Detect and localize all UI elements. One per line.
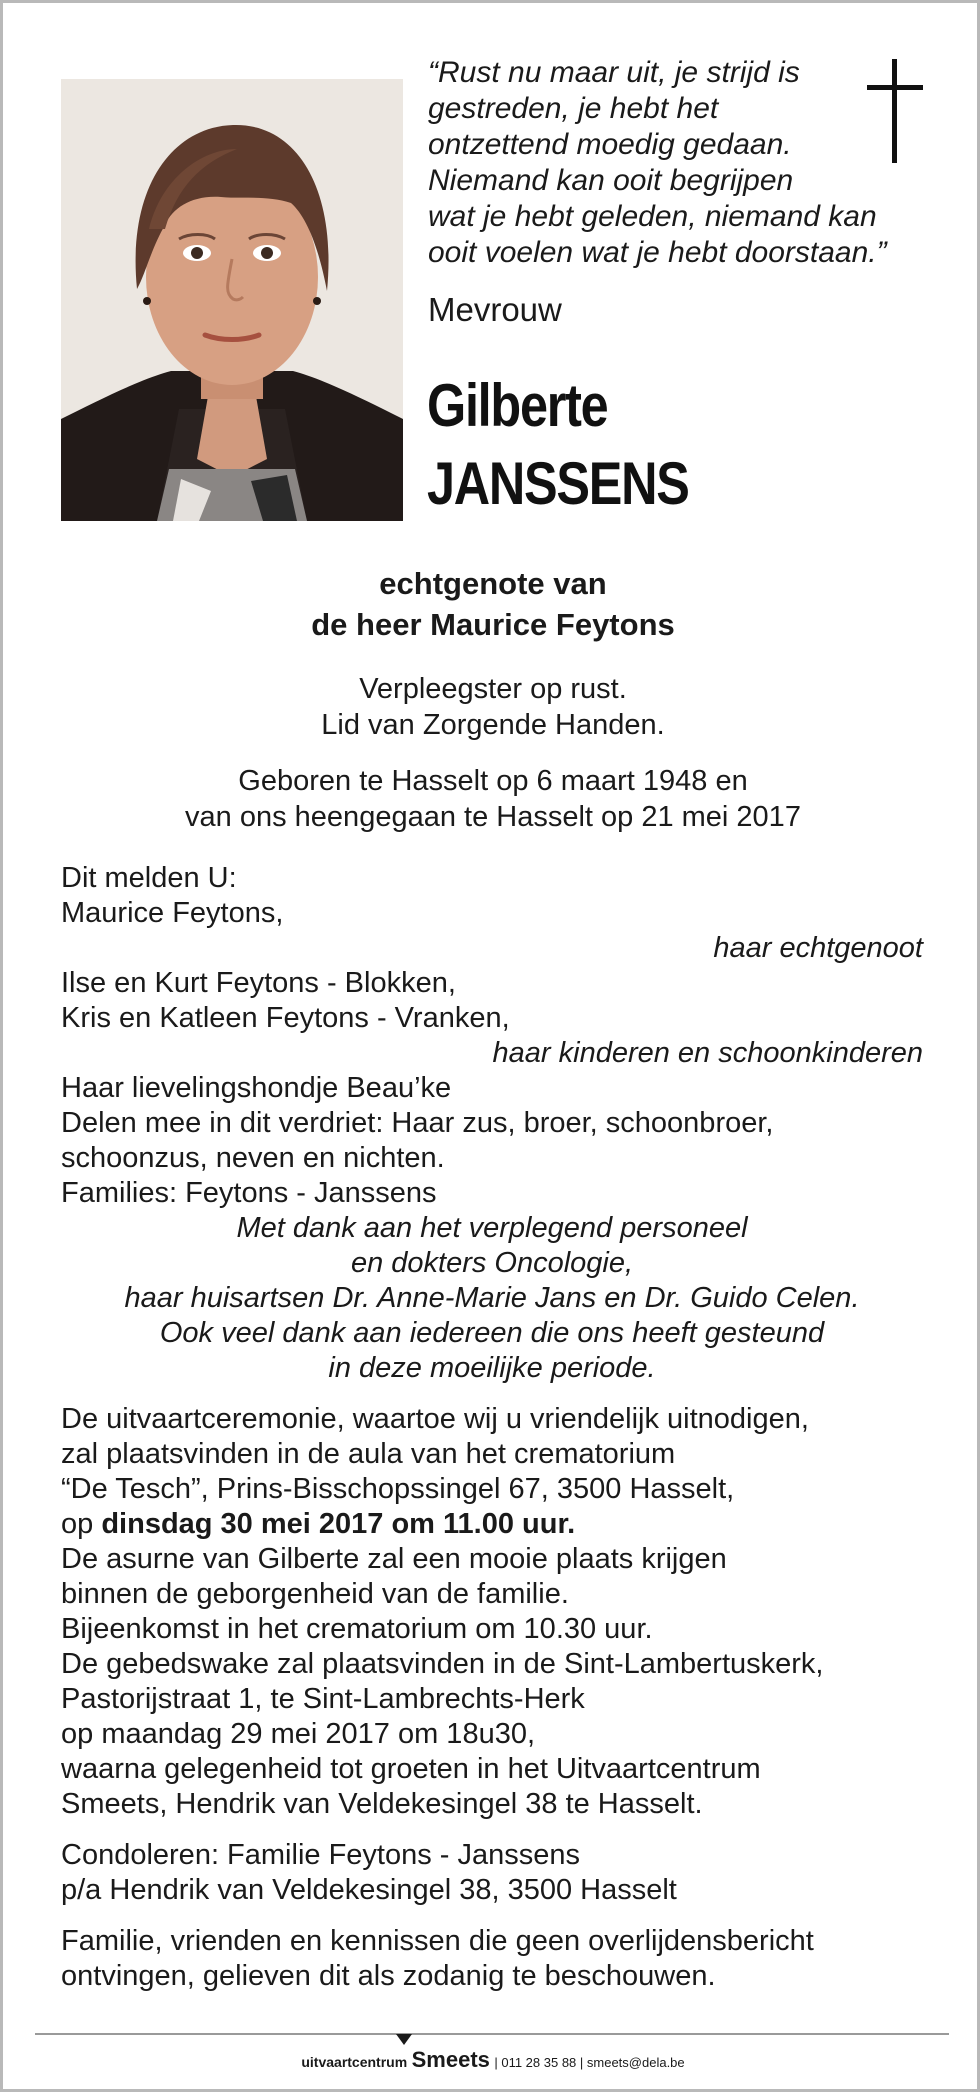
share-line: schoonzus, neven en nichten.	[61, 1142, 445, 1174]
ceremony-line: op maandag 29 mei 2017 om 18u30,	[61, 1718, 536, 1750]
thanks-line: haar huisartsen Dr. Anne-Marie Jans en Dr. Guido Celen.	[124, 1282, 860, 1314]
ceremony-date-line	[61, 1507, 923, 1542]
ceremony-line: Pastorijstraat 1, te Sint-Lambrechts-Herk	[61, 1683, 585, 1715]
footer-contact: | 011 28 35 88 | smeets@dela.be	[494, 2055, 685, 2070]
first-name: Gilberte	[427, 372, 608, 439]
death-line: van ons heengegaan te Hasselt op 21 mei 2017	[185, 801, 801, 833]
portrait-image	[61, 79, 403, 521]
dog-line: Haar lievelingshondje Beau’ke	[61, 1072, 452, 1104]
closing-line: Familie, vrienden en kennissen die geen overlijdensbericht	[61, 1925, 814, 1957]
ceremony-date: dinsdag 30 mei 2017 om 11.00 uur.	[101, 1508, 576, 1540]
ceremony-line: waarna gelegenheid tot groeten in het Uitvaartcentrum	[61, 1753, 761, 1785]
footer-brand: Smeets	[411, 2047, 490, 2072]
funeral-home-footer	[3, 2047, 980, 2073]
last-name: JANSSENS	[427, 450, 689, 517]
ceremony-line: binnen de geborgenheid van de familie.	[61, 1578, 569, 1610]
quote-line: “Rust nu maar uit, je strijd is	[428, 56, 800, 89]
announcement-intro: Dit melden U:	[61, 862, 237, 894]
child-couple: Kris en Katleen Feytons - Vranken,	[61, 1002, 510, 1034]
husband-name: Maurice Feytons,	[61, 897, 284, 929]
spouse-line: de heer Maurice Feytons	[311, 607, 675, 642]
husband-role: haar echtgenoot	[713, 932, 923, 964]
occupation-block	[3, 671, 980, 743]
dates-block	[3, 763, 980, 835]
honorific: Mevrouw	[428, 291, 562, 328]
obituary-body	[61, 861, 923, 1994]
spouse-line: echtgenote van	[379, 566, 607, 601]
families-line: Families: Feytons - Janssens	[61, 1177, 437, 1209]
quote-block	[428, 55, 898, 271]
thanks-line: Met dank aan het verplegend personeel	[236, 1212, 748, 1244]
ceremony-line: De asurne van Gilberte zal een mooie plaats krijgen	[61, 1543, 727, 1575]
birth-line: Geboren te Hasselt op 6 maart 1948 en	[238, 765, 748, 797]
quote-line: gestreden, je hebt het	[428, 92, 719, 125]
footer-divider	[35, 2033, 949, 2035]
quote-line: ontzettend moedig gedaan.	[428, 128, 792, 161]
child-couple: Ilse en Kurt Feytons - Blokken,	[61, 967, 456, 999]
ceremony-line: Bijeenkomst in het crematorium om 10.30 uur.	[61, 1613, 653, 1645]
children-role: haar kinderen en schoonkinderen	[492, 1037, 923, 1069]
footer-triangle-icon	[396, 2034, 412, 2045]
closing-line: ontvingen, gelieven dit als zodanig te beschouwen.	[61, 1960, 716, 1992]
ceremony-line: De gebedswake zal plaatsvinden in de Sint-Lambertuskerk,	[61, 1648, 824, 1680]
portrait-photo	[61, 79, 403, 521]
thanks-line: en dokters Oncologie,	[350, 1247, 634, 1279]
condolence-address: p/a Hendrik van Veldekesingel 38, 3500 Hasselt	[61, 1874, 677, 1906]
ceremony-line: zal plaatsvinden in de aula van het crematorium	[61, 1438, 676, 1470]
occupation-line: Lid van Zorgende Handen.	[321, 709, 665, 741]
footer-prefix: uitvaartcentrum	[301, 2054, 408, 2070]
cross-icon	[865, 59, 925, 163]
quote-line: wat je hebt geleden, niemand kan	[428, 200, 877, 233]
condolence-line: Condoleren: Familie Feytons - Janssens	[61, 1839, 581, 1871]
thanks-line: Ook veel dank aan iedereen die ons heeft gesteund	[159, 1317, 825, 1349]
ceremony-line: Smeets, Hendrik van Veldekesingel 38 te Hasselt.	[61, 1788, 703, 1820]
quote-line: ooit voelen wat je hebt doorstaan.”	[428, 236, 887, 269]
ceremony-line: “De Tesch”, Prins-Bisschopssingel 67, 3500 Hasselt,	[61, 1473, 735, 1505]
ceremony-date-prefix: op	[61, 1508, 102, 1540]
occupation-line: Verpleegster op rust.	[359, 673, 627, 705]
ceremony-line: De uitvaartceremonie, waartoe wij u vriendelijk uitnodigen,	[61, 1403, 809, 1435]
spouse-block	[3, 563, 980, 645]
quote-line: Niemand kan ooit begrijpen	[428, 164, 794, 197]
share-line: Delen mee in dit verdriet: Haar zus, broer, schoonbroer,	[61, 1107, 774, 1139]
thanks-line: in deze moeilijke periode.	[328, 1352, 656, 1384]
